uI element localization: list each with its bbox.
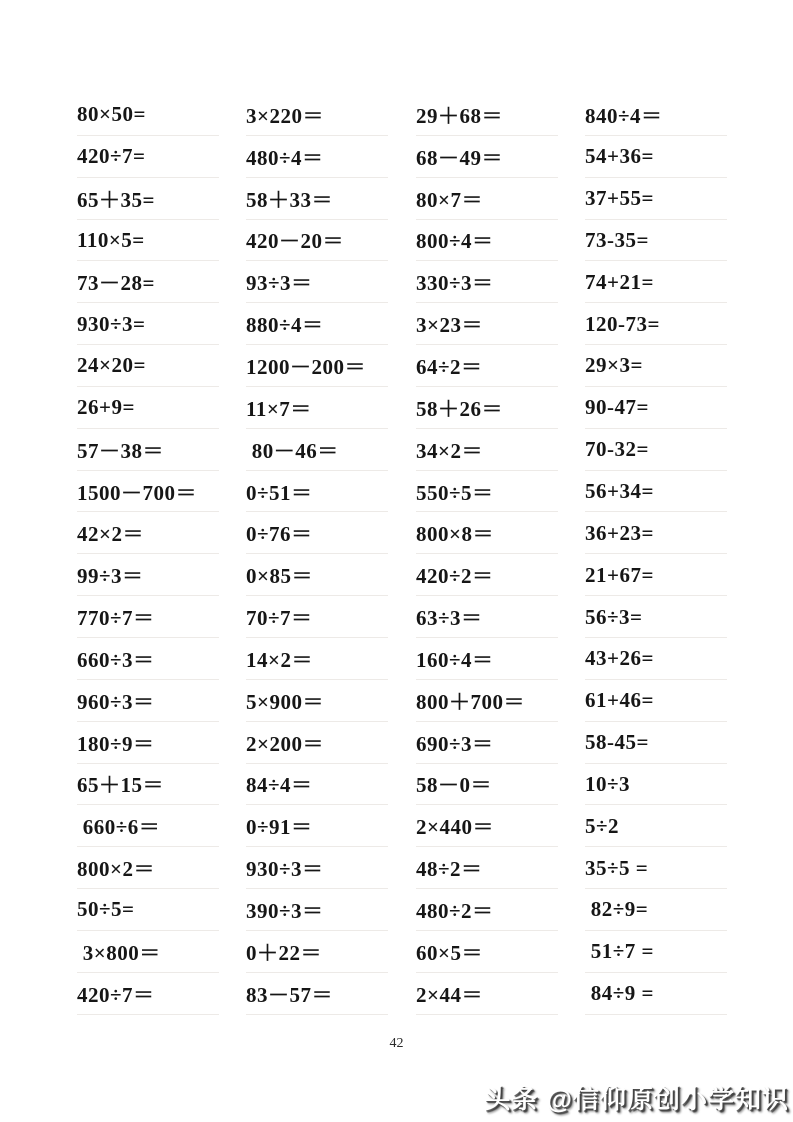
problem-cell: 880÷4＝ bbox=[246, 303, 416, 345]
problem-cell: 2×200＝ bbox=[246, 722, 416, 764]
problem-cell: 83－57＝ bbox=[246, 973, 416, 1015]
problem-cell: 930÷3= bbox=[77, 303, 246, 345]
problem-cell: 660÷3＝ bbox=[77, 638, 246, 680]
problem-cell: 3×23＝ bbox=[416, 303, 585, 345]
problem-cell: 550÷5＝ bbox=[416, 471, 585, 513]
problem-cell: 80×50= bbox=[77, 94, 246, 136]
problem-cell: 480÷2＝ bbox=[416, 889, 585, 931]
problem-cell: 0÷51＝ bbox=[246, 471, 416, 513]
problem-cell: 58-45= bbox=[585, 722, 756, 764]
problem-cell: 0×85＝ bbox=[246, 554, 416, 596]
problem-cell: 84÷4＝ bbox=[246, 764, 416, 806]
problem-cell: 24×20= bbox=[77, 345, 246, 387]
problem-cell: 58＋26＝ bbox=[416, 387, 585, 429]
watermark: 头条 @信仰原创小学知识 bbox=[484, 1084, 789, 1114]
problem-cell: 73-35= bbox=[585, 220, 756, 262]
problem-cell: 180÷9＝ bbox=[77, 722, 246, 764]
problem-cell: 50÷5= bbox=[77, 889, 246, 931]
problem-cell: 420÷7＝ bbox=[77, 973, 246, 1015]
problem-cell: 0÷91＝ bbox=[246, 805, 416, 847]
problem-cell: 90-47= bbox=[585, 387, 756, 429]
problem-cell: 34×2＝ bbox=[416, 429, 585, 471]
problem-cell: 35÷5 = bbox=[585, 847, 756, 889]
problem-cell: 0÷76＝ bbox=[246, 512, 416, 554]
problem-cell: 74+21= bbox=[585, 261, 756, 303]
problem-cell: 82÷9= bbox=[585, 889, 756, 931]
problem-cell: 80×7＝ bbox=[416, 178, 585, 220]
problem-cell: 2×440＝ bbox=[416, 805, 585, 847]
problem-cell: 65＋35= bbox=[77, 178, 246, 220]
problem-cell: 26+9= bbox=[77, 387, 246, 429]
problem-cell: 960÷3＝ bbox=[77, 680, 246, 722]
problem-cell: 390÷3＝ bbox=[246, 889, 416, 931]
problem-cell: 64÷2＝ bbox=[416, 345, 585, 387]
problem-cell: 93÷3＝ bbox=[246, 261, 416, 303]
problem-cell: 54+36= bbox=[585, 136, 756, 178]
problem-cell: 99÷3＝ bbox=[77, 554, 246, 596]
problem-cell: 14×2＝ bbox=[246, 638, 416, 680]
problem-cell: 110×5= bbox=[77, 220, 246, 262]
problem-cell: 42×2＝ bbox=[77, 512, 246, 554]
problem-cell: 65＋15＝ bbox=[77, 764, 246, 806]
problem-cell: 800×2＝ bbox=[77, 847, 246, 889]
problem-cell: 800÷4＝ bbox=[416, 220, 585, 262]
problem-cell: 800×8＝ bbox=[416, 512, 585, 554]
problem-cell: 84÷9 = bbox=[585, 973, 756, 1015]
problem-cell: 660÷6＝ bbox=[77, 805, 246, 847]
problem-cell: 5×900＝ bbox=[246, 680, 416, 722]
problem-cell: 61+46= bbox=[585, 680, 756, 722]
problem-cell: 160÷4＝ bbox=[416, 638, 585, 680]
problem-cell: 3×220＝ bbox=[246, 94, 416, 136]
problem-cell: 0＋22＝ bbox=[246, 931, 416, 973]
problem-cell: 73－28= bbox=[77, 261, 246, 303]
problem-cell: 10÷3 bbox=[585, 764, 756, 806]
problem-cell: 120-73= bbox=[585, 303, 756, 345]
problem-cell: 29＋68＝ bbox=[416, 94, 585, 136]
problem-cell: 800＋700＝ bbox=[416, 680, 585, 722]
problem-cell: 48÷2＝ bbox=[416, 847, 585, 889]
problem-cell: 37+55= bbox=[585, 178, 756, 220]
problem-cell: 1500－700＝ bbox=[77, 471, 246, 513]
problem-cell: 60×5＝ bbox=[416, 931, 585, 973]
problem-cell: 1200－200＝ bbox=[246, 345, 416, 387]
problem-cell: 70-32= bbox=[585, 429, 756, 471]
problem-cell: 21+67= bbox=[585, 554, 756, 596]
problem-cell: 690÷3＝ bbox=[416, 722, 585, 764]
problem-cell: 770÷7＝ bbox=[77, 596, 246, 638]
problem-cell: 80－46＝ bbox=[246, 429, 416, 471]
problem-cell: 420÷7= bbox=[77, 136, 246, 178]
problem-cell: 29×3= bbox=[585, 345, 756, 387]
problem-cell: 57－38＝ bbox=[77, 429, 246, 471]
problem-cell: 420÷2＝ bbox=[416, 554, 585, 596]
problem-cell: 58＋33＝ bbox=[246, 178, 416, 220]
problems-grid bbox=[77, 94, 756, 1015]
problem-cell: 330÷3＝ bbox=[416, 261, 585, 303]
problem-cell: 58－0＝ bbox=[416, 764, 585, 806]
problem-cell: 2×44＝ bbox=[416, 973, 585, 1015]
problem-cell: 11×7＝ bbox=[246, 387, 416, 429]
problem-cell: 68－49＝ bbox=[416, 136, 585, 178]
problem-cell: 56+34= bbox=[585, 471, 756, 513]
problem-cell: 43+26= bbox=[585, 638, 756, 680]
problem-cell: 840÷4＝ bbox=[585, 94, 756, 136]
problem-cell: 36+23= bbox=[585, 512, 756, 554]
page-number: 42 bbox=[389, 1036, 404, 1051]
problem-cell: 3×800＝ bbox=[77, 931, 246, 973]
problem-cell: 56÷3= bbox=[585, 596, 756, 638]
problem-cell: 51÷7 = bbox=[585, 931, 756, 973]
problem-cell: 63÷3＝ bbox=[416, 596, 585, 638]
problem-cell: 5÷2 bbox=[585, 805, 756, 847]
problem-cell: 70÷7＝ bbox=[246, 596, 416, 638]
problem-cell: 480÷4＝ bbox=[246, 136, 416, 178]
problem-cell: 420－20＝ bbox=[246, 220, 416, 262]
problem-cell: 930÷3＝ bbox=[246, 847, 416, 889]
